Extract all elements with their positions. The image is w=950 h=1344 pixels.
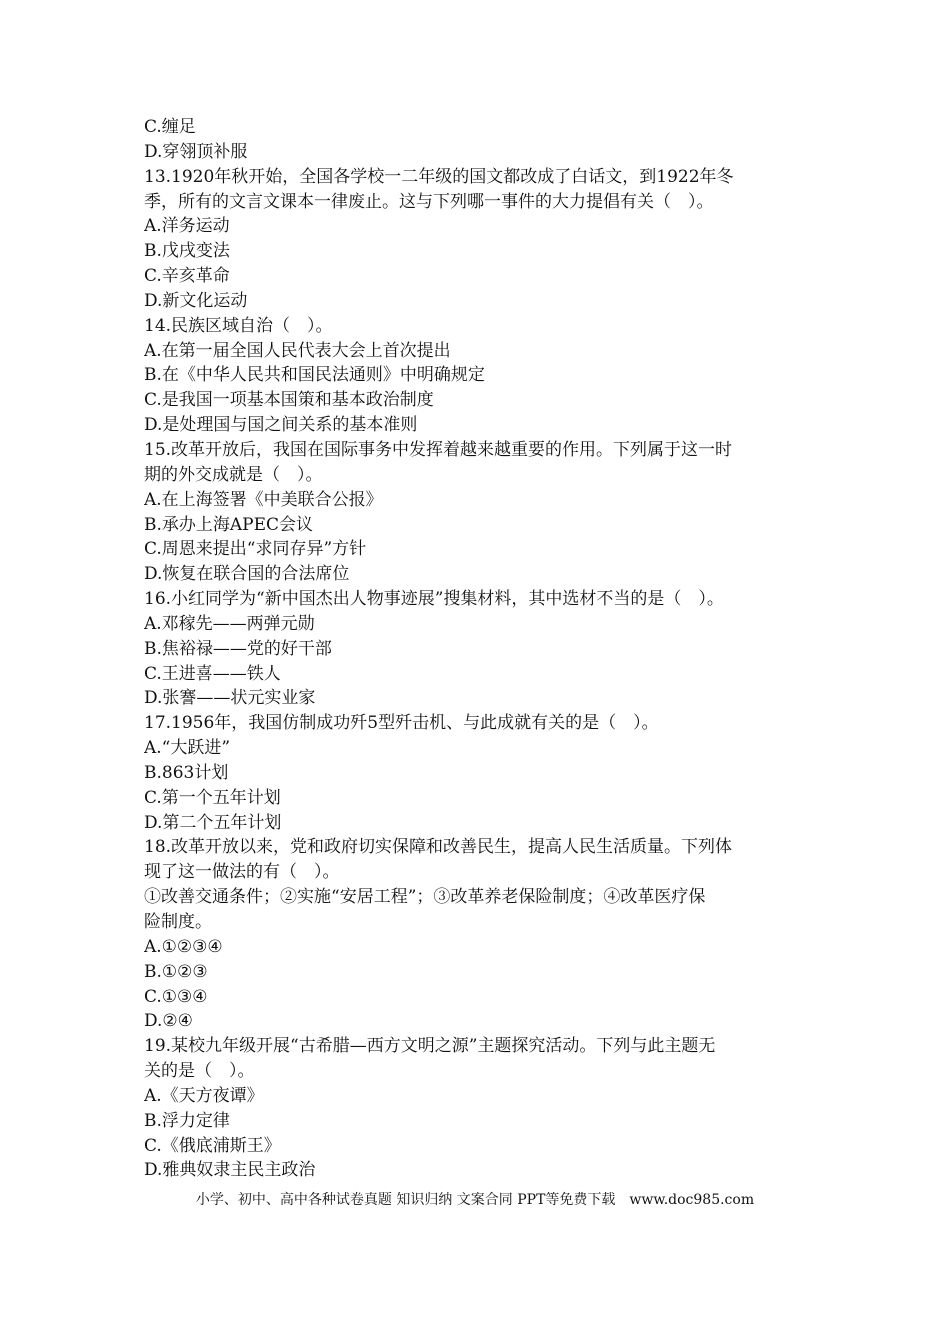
text-line: 14.民族区域自治（ ）。	[144, 315, 333, 336]
text-line: 13.1920年秋开始，全国各学校一二年级的国文都改成了白话文，到1922年冬	[144, 166, 734, 187]
text-line: A.①②③④	[144, 936, 223, 957]
text-line: A.“大跃进”	[144, 738, 231, 759]
text-line: 18.改革开放以来，党和政府切实保障和改善民生，提高人民生活质量。下列体	[144, 837, 733, 858]
text-line: C.周恩来提出“求同存异”方针	[144, 539, 367, 560]
text-line: ①改善交通条件；②实施“安居工程”；③改革养老保险制度；④改革医疗保	[144, 887, 706, 908]
text-line: 关的是（ ）。	[144, 1061, 255, 1082]
text-line: C.缠足	[144, 117, 196, 137]
text-line: 险制度。	[144, 912, 212, 932]
text-line: C.辛亥革命	[144, 266, 230, 287]
text-line: D.新文化运动	[144, 290, 248, 311]
text-line: A.洋务运动	[144, 216, 230, 237]
text-line: B.浮力定律	[144, 1110, 230, 1131]
page-footer: 小学、初中、高中各种试卷真题 知识归纳 文案合同 PPT等免费下载 www.doc985.com	[195, 1192, 755, 1208]
text-line: A.《天方夜谭》	[144, 1085, 264, 1106]
text-line: D.第二个五年计划	[144, 812, 282, 833]
exam-page-body	[144, 115, 824, 1183]
text-line: B.焦裕禄——党的好干部	[144, 638, 332, 659]
text-line: C.是我国一项基本国策和基本政治制度	[144, 390, 434, 411]
text-line: B.承办上海APEC会议	[144, 514, 314, 535]
text-line: D.②④	[144, 1011, 193, 1032]
text-line: 17.1956年，我国仿制成功歼5型歼击机、与此成就有关的是（ ）。	[144, 713, 659, 734]
text-line: D.张謇——状元实业家	[144, 688, 316, 709]
text-line: 15.改革开放后，我国在国际事务中发挥着越来越重要的作用。下列属于这一时	[144, 439, 733, 460]
text-line: B.863计划	[144, 762, 229, 783]
text-line: A.在第一届全国人民代表大会上首次提出	[144, 340, 451, 361]
text-line: C.王进喜——铁人	[144, 663, 281, 684]
text-line: B.戊戌变法	[144, 241, 230, 262]
text-line: 现了这一做法的有（ ）。	[144, 862, 340, 883]
text-line: C.《俄底浦斯王》	[144, 1135, 281, 1156]
text-line: D.恢复在联合国的合法席位	[144, 564, 350, 585]
text-line: B.①②③	[144, 961, 208, 982]
text-line: 期的外交成就是（ ）。	[144, 464, 323, 485]
text-line: C.①③④	[144, 986, 208, 1007]
text-line: 19.某校九年级开展“古希腊—西方文明之源”主题探究活动。下列与此主题无	[144, 1036, 716, 1057]
text-line: D.雅典奴隶主民主政治	[144, 1160, 316, 1181]
text-line: 季，所有的文言文课本一律废止。这与下列哪一事件的大力提倡有关（ ）。	[144, 191, 714, 212]
text-line: 16.小红同学为“新中国杰出人物事迹展”搜集材料，其中选材不当的是（ ）。	[144, 589, 724, 610]
text-line: B.在《中华人民共和国民法通则》中明确规定	[144, 365, 485, 386]
text-line: C.第一个五年计划	[144, 787, 281, 808]
text-line: A.在上海签署《中美联合公报》	[144, 489, 383, 510]
text-line: D.是处理国与国之间关系的基本准则	[144, 415, 418, 436]
text-line: D.穿翎顶补服	[144, 141, 248, 162]
text-line: A.邓稼先——两弹元勋	[144, 613, 315, 634]
